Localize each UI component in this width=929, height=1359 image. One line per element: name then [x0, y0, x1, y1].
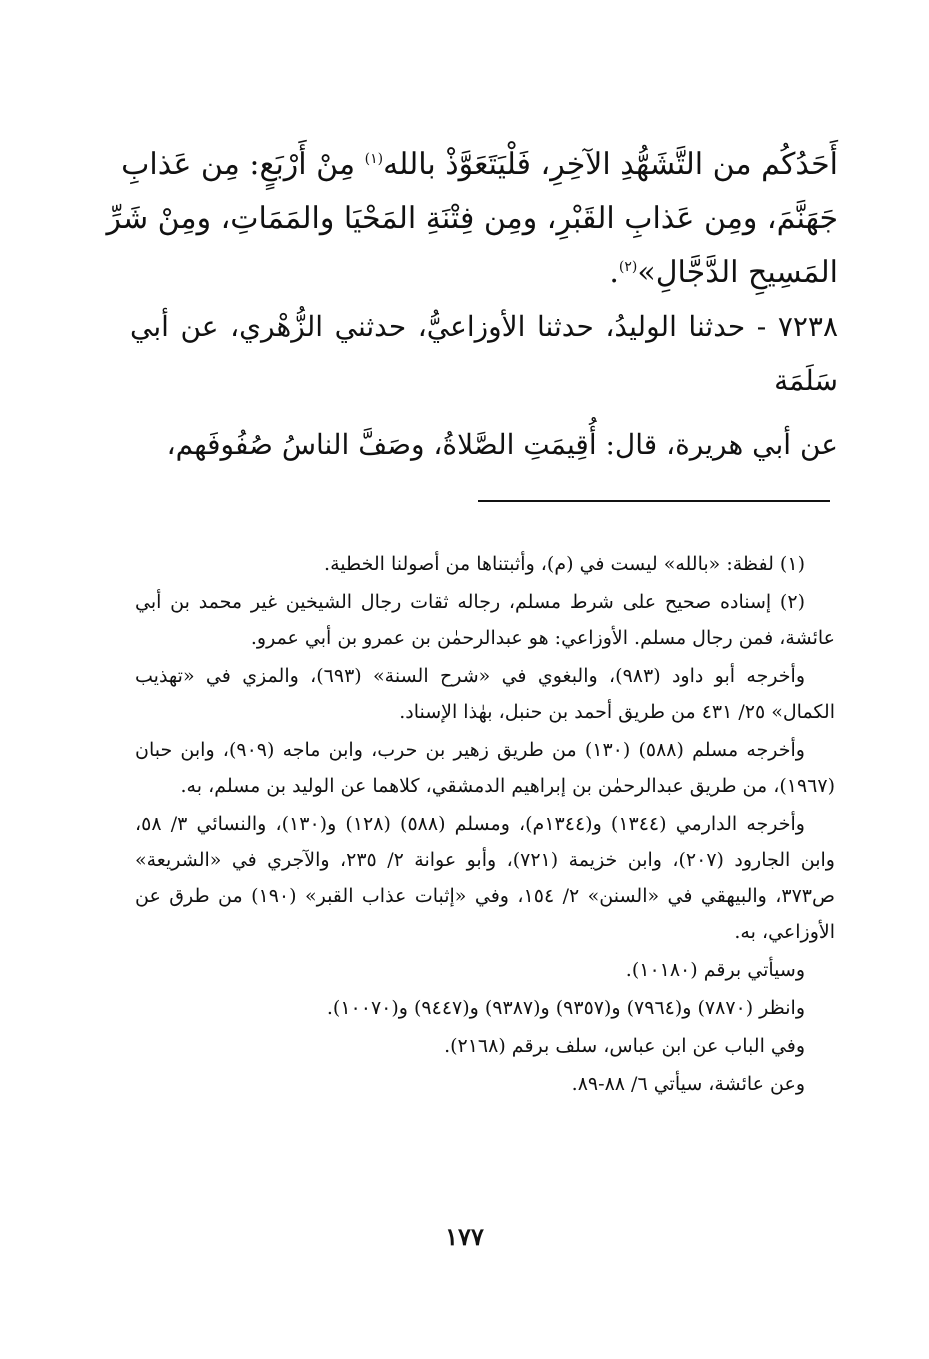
footnote-2-para-2: وأخرجه أبو داود (٩٨٣)، والبغوي في «شرح السنة» (٦٩٣)، والمزي في «تهذيب الكمال» ٢٥/ ٤٣١ من طريق أحمد بن حنبل، بهٰذا الإسناد.: [135, 665, 835, 723]
main-line-3-text: المَسِيحِ الدَّجَّالِ»: [637, 255, 838, 290]
footnote-2-para-8: وعن عائشة، سيأتي ٦/ ٨٨-٨٩.: [571, 1073, 805, 1095]
main-line-3: [130, 246, 838, 300]
footnote-marker-1: (١): [364, 151, 384, 167]
hadith-isnad: ٧٢٣٨ - حدثنا الوليدُ، حدثنا الأوزاعيُّ، حدثني الزُّهْري، عن أبي سَلَمَة: [130, 310, 838, 397]
footnote-2-para-5: وسيأتي برقم (١٠١٨٠).: [625, 959, 805, 981]
footnote-2-para-4: وأخرجه الدارمي (١٣٤٤) و(١٣٤٤م)، ومسلم (٥٨٨) (١٢٨) و(١٣٠)، والنسائي ٣/ ٥٨، وابن الجارود (٢٠٧)، وابن خزيمة (٧٢١)، وأبو عوانة ٢/ ٢٣٥، والآجري في «الشريعة» ص٣٧٣، والبيهقي في «السنن» ٢/ ١٥٤، وفي «إثبات عذاب القبر» (١٩٠) من طرق عن الأوزاعي، به.: [135, 813, 835, 943]
page-number: ١٧٧: [445, 1222, 484, 1251]
footnote-2-para-3: وأخرجه مسلم (٥٨٨) (١٣٠) من طريق زهير بن حرب، وابن ماجه (٩٠٩)، وابن حبان (١٩٦٧)، من طريق عبدالرحمٰن بن إبراهيم الدمشقي، كلاهما عن الوليد بن مسلم، به.: [135, 739, 835, 797]
main-line-1-end: مِنْ أَرْبَعٍ: مِن عَذابِ: [121, 147, 365, 182]
hadith-matn: عن أبي هريرة، قال: أُقِيمَتِ الصَّلاةُ، وصَفَّ الناسُ صُفُوفَهم،: [166, 428, 838, 461]
footnote-separator: [478, 500, 830, 502]
main-line-2: جَهَنَّمَ، ومِن عَذابِ القَبْرِ، ومِن فِتْنَةِ المَحْيَا والمَمَاتِ، ومِنْ شَرِّ: [106, 201, 838, 236]
main-line-1: [121, 138, 838, 192]
main-text: [106, 138, 838, 472]
footnote-marker-2: (٢): [618, 259, 638, 275]
footnote-2: (٢) إسناده صحيح على شرط مسلم، رجاله ثقات رجال الشيخين غير محمد بن أبي عائشة، فمن رجال مسلم. الأوزاعي: هو عبدالرحمٰن بن عمرو بن أبي عمرو.: [135, 591, 835, 649]
main-line-3-end: .: [609, 255, 619, 290]
footnote-1: (١) لفظة: «بالله» ليست في (م)، وأثبتناها من أصولنا الخطية.: [324, 553, 805, 575]
footnote-2-para-6: وانظر (٧٨٧٠) و(٧٩٦٤) و(٩٣٥٧) و(٩٣٨٧) و(٩٤٤٧) و(١٠٠٧٠).: [326, 997, 805, 1019]
main-line-1-text: أَحَدُكُم من التَّشَهُّدِ الآخِرِ، فَلْيَتَعَوَّذْ بالله: [383, 147, 838, 182]
footnotes: [135, 546, 835, 1104]
footnote-2-para-7: وفي الباب عن ابن عباس، سلف برقم (٢١٦٨).: [444, 1035, 805, 1057]
